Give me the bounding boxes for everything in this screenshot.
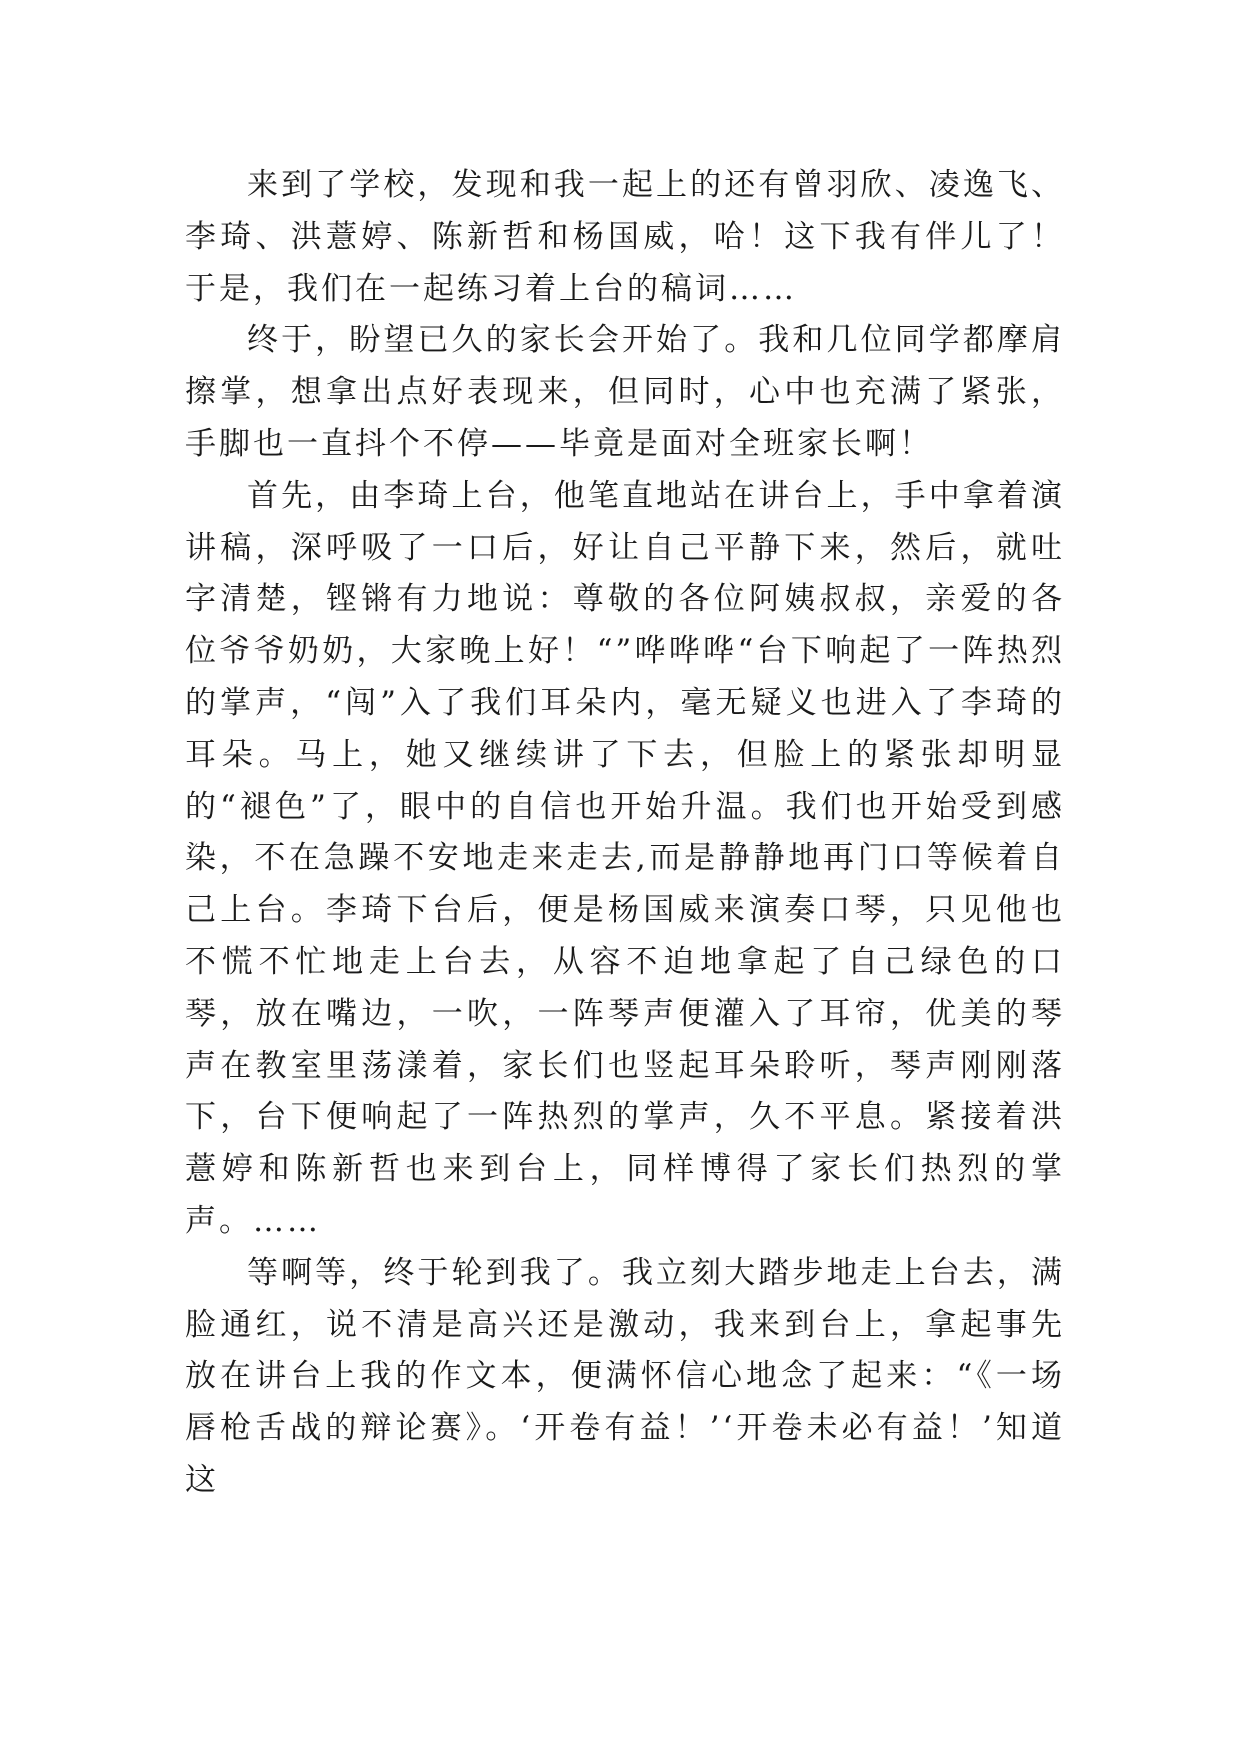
paragraph-3: 首先，由李琦上台，他笔直地站在讲台上，手中拿着演讲稿，深呼吸了一口后，好让自己平静下来，然后，就吐字清楚，铿锵有力地说：尊敬的各位阿姨叔叔，亲爱的各位爷爷奶奶，大家晚上好！“”哗哗哗“台下响起了一阵热烈的掌声，“闯”入了我们耳朵内，毫无疑义也进入了李琦的耳朵。马上，她又继续讲了下去，但脸上的紧张却明显的“褪色”了，眼中的自信也开始升温。我们也开始受到感染，不在急躁不安地走来走去,而是静静地再门口等候着自己上台。李琦下台后，便是杨国威来演奏口琴，只见他也不慌不忙地走上台去，从容不迫地拿起了自己绿色的口琴，放在嘴边，一吹，一阵琴声便灌入了耳帘，优美的琴声在教室里荡漾着，家长们也竖起耳朵聆听，琴声刚刚落下，台下便响起了一阵热烈的掌声，久不平息。紧接着洪薏婷和陈新哲也来到台上，同样博得了家长们热烈的掌声。…… xyxy=(185,477,1065,1239)
document-body xyxy=(185,160,1065,1507)
paragraph-2: 终于，盼望已久的家长会开始了。我和几位同学都摩肩擦掌，想拿出点好表现来，但同时，心中也充满了紧张，手脚也一直抖个不停——毕竟是面对全班家长啊！ xyxy=(185,322,1065,462)
paragraph-1: 来到了学校，发现和我一起上的还有曾羽欣、凌逸飞、李琦、洪薏婷、陈新哲和杨国威，哈！这下我有伴儿了！于是，我们在一起练习着上台的稿词…… xyxy=(185,167,1065,307)
paragraph-4: 等啊等，终于轮到我了。我立刻大踏步地走上台去，满脸通红，说不清是高兴还是激动，我来到台上，拿起事先放在讲台上我的作文本，便满怀信心地念了起来：“《一场唇枪舌战的辩论赛》。‘开卷有益！’‘开卷未必有益！’知道这 xyxy=(185,1254,1065,1498)
